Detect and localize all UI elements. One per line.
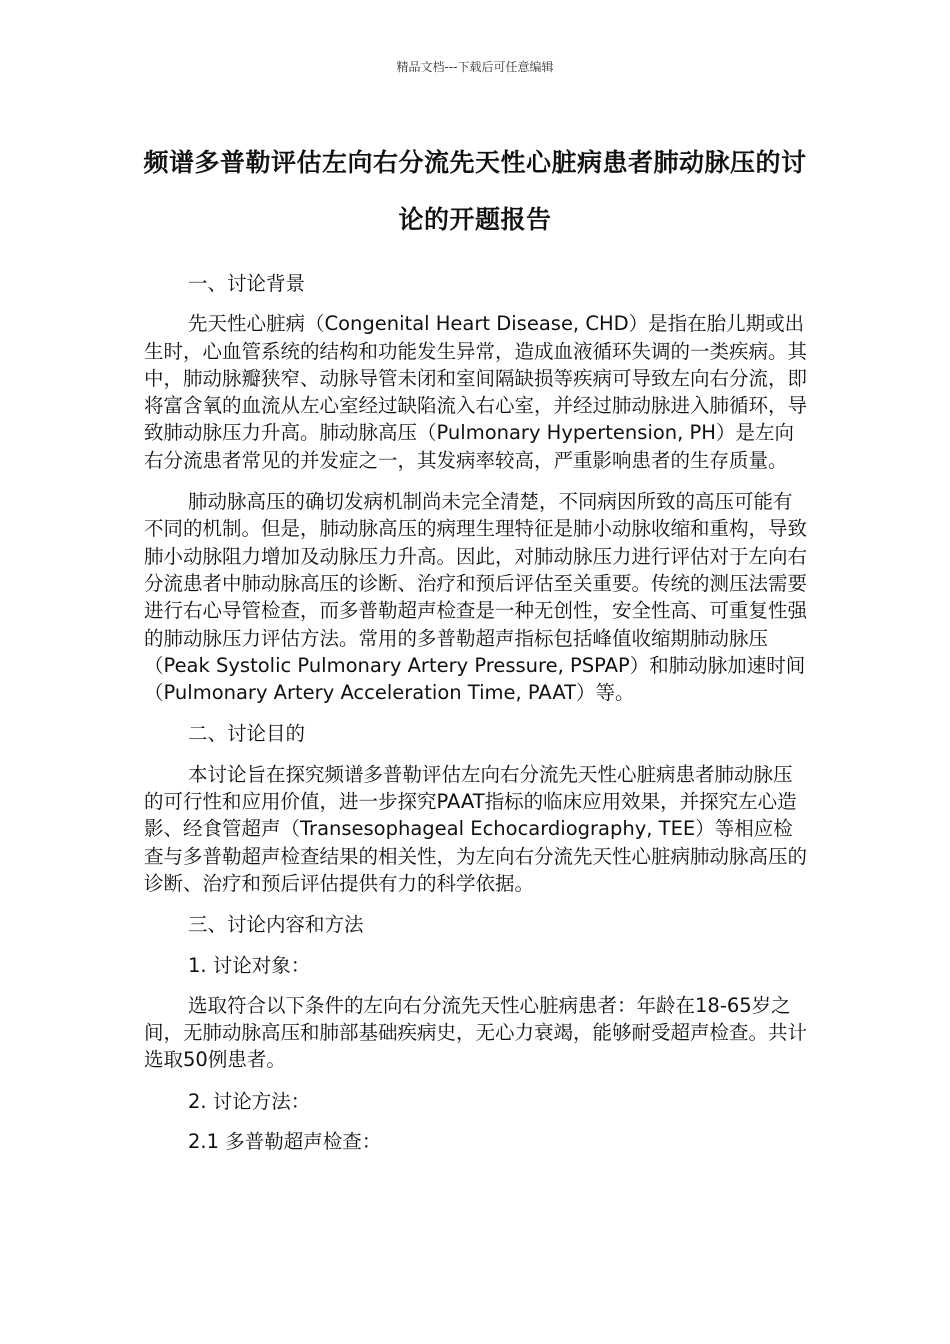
paragraph-chd-intro: 先天性心脏病（Congenital Heart Disease, CHD）是指在胎儿期或出生时，心血管系统的结构和功能发生异常，造成血液循环失调的一类疾病。其中，肺动脉瓣狭窄、动脉导管未闭和室间隔缺损等疾病可导致左向右分流，即将富含氧的血流从左心室经过缺陷流入右心室，并经过肺动脉进入肺循环，导致肺动脉压力升高。肺动脉高压（Pulmonary Hypertension, PH）是左向右分流患者常见的并发症之一，其发病率较高，严重影响患者的生存质量。 <box>144 312 808 472</box>
paragraph-subjects: 选取符合以下条件的左向右分流先天性心脏病患者：年龄在18-65岁之间，无肺动脉高压和肺部基础疾病史，无心力衰竭，能够耐受超声检查。共计选取50例患者。 <box>144 993 808 1072</box>
section-heading-content-methods: 三、讨论内容和方法 <box>188 913 364 937</box>
document-body <box>144 270 808 1168</box>
subheading-doppler-exam: 2.1 多普勒超声检查： <box>188 1130 382 1154</box>
document-title: 频谱多普勒评估左向右分流先天性心脏病患者肺动脉压的讨论的开题报告 <box>143 148 807 234</box>
subheading-methods: 2. 讨论方法： <box>188 1089 311 1113</box>
section-heading-purpose: 二、讨论目的 <box>188 722 306 746</box>
section-heading-background: 一、讨论背景 <box>188 272 306 295</box>
subheading-subjects: 1. 讨论对象： <box>188 953 311 977</box>
paragraph-ph-mechanism: 肺动脉高压的确切发病机制尚未完全清楚，不同病因所致的高压可能有不同的机制。但是，肺动脉高压的病理生理特征是肺小动脉收缩和重构，导致肺小动脉阻力增加及动脉压力升高。因此，对肺动脉压力进行评估对于左向右分流患者中肺动脉高压的诊断、治疗和预后评估至关重要。传统的测压法需要进行右心导管检查，而多普勒超声检查是一种无创性，安全性高、可重复性强的肺动脉压力评估方法。常用的多普勒超声指标包括峰值收缩期肺动脉压（Peak Systolic Pulmonary Artery Pressure, PSPAP）和肺动脉加速时间（Pulmonary Artery Acceleration Time, PAAT）等。 <box>144 490 808 705</box>
paragraph-purpose: 本讨论旨在探究频谱多普勒评估左向右分流先天性心脏病患者肺动脉压的可行性和应用价值，进一步探究PAAT指标的临床应用效果，并探究左心造影、经食管超声（Transesophageal Echocardiography, TEE）等相应检查与多普勒超声检查结果的相关性，为左向右分流先天性心脏病肺动脉高压的诊断、治疗和预后评估提供有力的科学依据。 <box>144 762 808 895</box>
page-header: 精品文档---下载后可任意编辑 <box>396 60 554 74</box>
